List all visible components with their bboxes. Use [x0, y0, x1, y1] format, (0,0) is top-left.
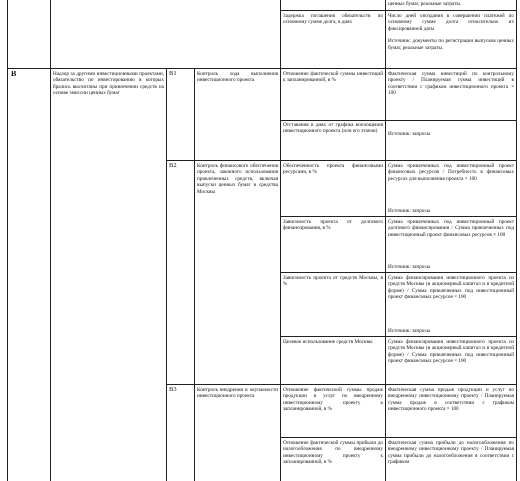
grid-line	[280, 437, 517, 438]
method-text: Фактическая сумма инвестиций по контрольному проекту / Планируемая сумма инвестиций в соответствии с графиком инвестиционного проекта × 100	[388, 71, 514, 97]
indicator-cell: Отношение фактической суммы прибыли до налогообложения по внедренному инвестиционному проекту к запланированной, в %	[283, 440, 383, 466]
indicator-cell: Задержка погашения обязательств по основному сумме долга, в днях	[283, 13, 383, 26]
grid-line	[280, 336, 517, 337]
source-text: Источник: запросы	[388, 264, 431, 270]
source-text: Источник: запросы	[388, 208, 431, 214]
method-cell	[386, 13, 516, 68]
method-text: Сумма финансирования инвестиционного проекта из средств Москвы (в акционерный капитал и в кредитной форме) / Сумма привлеченных под инвестиционный проект финансовых ресурсов × 100	[388, 339, 514, 365]
subgroup-title: Контроль внедрения и окупаемости инвестиционного проекта	[197, 387, 278, 400]
grid-line	[7, 68, 517, 69]
grid-line	[7, 0, 8, 481]
indicator-cell: Отношение фактической суммы продаж продукции и услуг по внедренному инвестиционному проекту к запланированной, в %	[283, 387, 383, 413]
source-text: Источник: запросы	[388, 131, 431, 137]
grid-line	[194, 68, 195, 481]
method-text: Сумма привлеченных под инвестиционный проект финансовых ресурсов / Потребность в финансовых ресурсах для выполнения проекта × 100	[388, 163, 514, 182]
grid-line	[166, 384, 517, 385]
subgroup-code: В3	[169, 387, 177, 393]
grid-line	[166, 160, 517, 161]
source-text: Источник: запросы	[388, 328, 431, 334]
method-cell	[386, 440, 516, 481]
grid-line	[280, 120, 517, 121]
group-description: Надзор за другими инвестиционными проектами, обязательство по инвестированию в которых брались высчитаны при привлечении средств на основе эмиссии ценных бумаг	[53, 71, 164, 97]
method-text: Число дней опоздания в совершении платежей по основному сумме долга относительно их фиксированной даты	[388, 13, 514, 32]
indicator-cell: Зависимость проекта от средств Москвы, в %	[283, 275, 383, 288]
method-text: Фактическая сумма прибыли до налогообложения по внедренному инвестиционному проекту / Планируемая сумма прибыли до налогообложения в соответствии с графиком	[388, 440, 514, 466]
subgroup-code: В2	[169, 163, 177, 169]
method-text: Сумма финансирования инвестиционного проекта из средств Москвы (в акционерный капитал и в кредитной форме) / Сумма привлеченных под инвестиционный проект финансовых ресурсов × 100	[388, 275, 514, 301]
indicator-cell: Отношение фактической суммы инвестиций к запланированной, в %	[283, 71, 383, 84]
method-cell	[386, 71, 516, 119]
indicator-cell: Обеспеченность проекта финансовыми ресурсами, в %	[283, 163, 383, 176]
method-text: Фактическая сумма продаж продукции и услуг по внедренному инвестиционному проекту / Планируемая сумма продаж в соответствии с графиком инвестиционного проекта × 100	[388, 387, 514, 413]
method-cell	[386, 339, 516, 383]
subgroup-title: Контроль финансового обеспечения проекта, законного использования привлеченных средств, включая выпуски ценных бумаг и средства Москвы	[197, 163, 278, 195]
grid-line	[280, 216, 517, 217]
method-cell: ценных бумаг, реальные затраты.	[388, 1, 462, 7]
source-text: Источник: документы по регистрации выпусков ценных бумаг, реальные затраты.	[388, 38, 514, 51]
indicator-cell: Отставания в днях от графика воплощения инвестиционного проекта (или его этапов)	[283, 122, 383, 135]
indicator-cell: Целевое использование средств Москвы	[283, 339, 373, 345]
grid-line	[280, 272, 517, 273]
subgroup-title: Контроль хода выполнения инвестиционного проекта	[197, 71, 278, 84]
grid-line	[280, 10, 517, 11]
grid-line	[166, 68, 167, 481]
method-cell	[386, 387, 516, 437]
grid-line	[516, 0, 517, 481]
method-cell	[386, 219, 516, 263]
method-text: Сумма привлеченных под инвестиционный проект долгового финансирования / Сумма привлеченных под инвестиционный проект финансовых ресурсов × 100	[388, 219, 514, 238]
subgroup-code: В1	[169, 71, 177, 77]
indicator-cell: Зависимость проекта от долгового финансирования, в %	[283, 219, 383, 232]
method-cell	[386, 275, 516, 325]
group-code: В	[11, 71, 17, 78]
